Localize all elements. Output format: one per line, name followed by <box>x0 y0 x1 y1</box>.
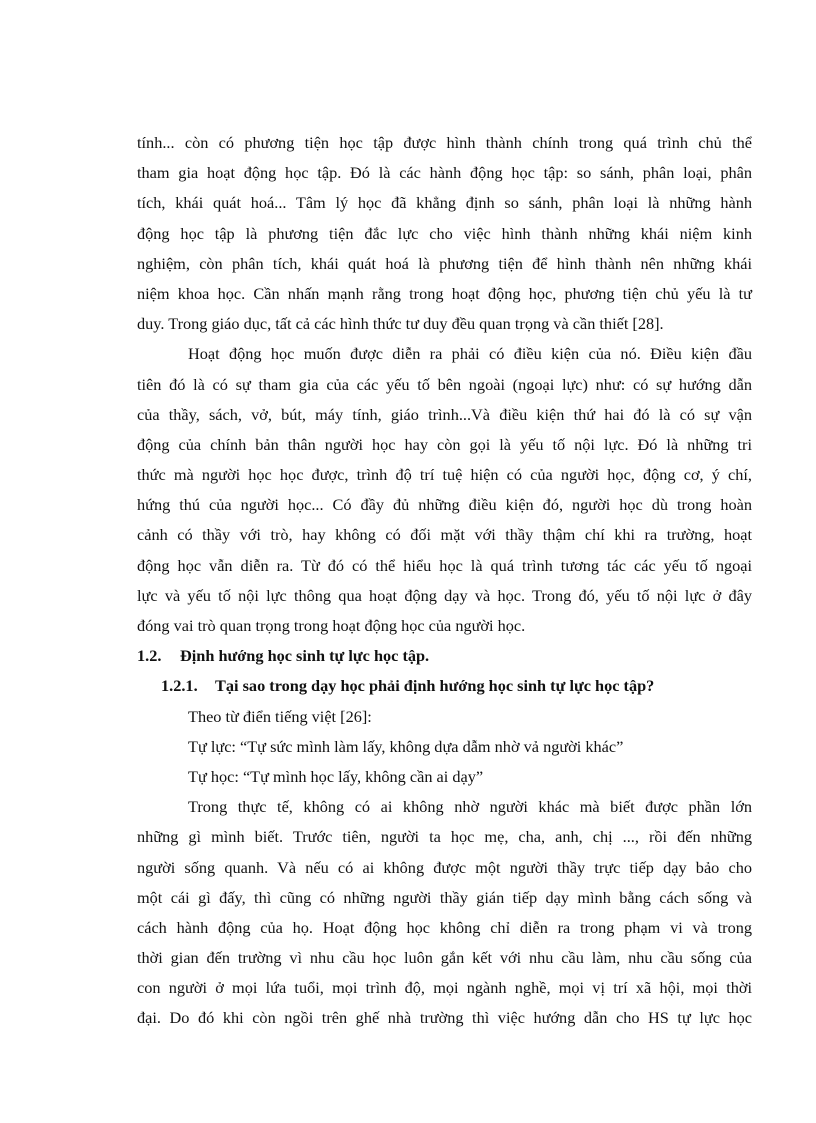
text-line: cảnh có thầy với trò, hay không có đối mặt với thầy thậm chí khi ra trường, hoạt <box>137 525 752 545</box>
text-line: động học tập là phương tiện đắc lực cho việc hình thành những khái niệm kinh <box>137 223 752 243</box>
text-line: một cái gì đấy, thì cũng có những người thầy gián tiếp dạy mình bằng cách sống và <box>137 887 752 907</box>
paragraph-2 <box>137 339 752 641</box>
text-line: duy. Trong giáo dục, tất cả các hình thức tư duy đều quan trọng và cần thiết [28]. <box>137 314 664 334</box>
paragraph-3 <box>137 792 752 1034</box>
text-line: đóng vai trò quan trọng trong hoạt động học của người học. <box>137 616 526 635</box>
text-line: của thầy, sách, vở, bút, máy tính, giáo trình...Và điều kiện thứ hai đó là có sự vận <box>137 404 752 424</box>
text-line: những gì mình biết. Trước tiên, người ta học mẹ, cha, anh, chị ..., rồi đến những <box>137 827 752 847</box>
text-line: nghiệm, còn phân tích, khái quát hoá là phương tiện để hình thành nên những khái <box>137 253 752 273</box>
text-line: Hoạt động học muốn được diễn ra phải có điều kiện của nó. Điều kiện đầu <box>188 344 752 364</box>
section-number: 1.2. <box>137 646 162 666</box>
document-page <box>137 128 752 1034</box>
text-line: thời gian đến trường vì nhu cầu học luôn gắn kết với nhu cầu làm, nhu cầu sống của <box>137 948 752 968</box>
text-line: thức mà người học học được, trình độ trí tuệ hiện có của người học, động cơ, ý chí, <box>137 465 752 485</box>
text-line: Trong thực tế, không có ai không nhờ người khác mà biết được phần lớn <box>188 797 752 817</box>
text-line: hứng thú của người học... Có đầy đủ những điều kiện đó, người học dù trong hoàn <box>137 495 752 515</box>
definition-line: Tự học: “Tự mình học lấy, không cần ai dạy” <box>188 766 484 786</box>
text-line: niệm khoa học. Cần nhấn mạnh rằng trong hoạt động học, phương tiện chủ yếu là tư <box>137 283 752 303</box>
text-line: đại. Do đó khi còn ngồi trên ghế nhà trường thì việc hướng dẫn cho HS tự lực học <box>137 1008 752 1028</box>
subsection-title: Tại sao trong dạy học phải định hướng học sinh tự lực học tập? <box>215 676 655 696</box>
definitions <box>137 702 752 793</box>
text-line: động học vẫn diễn ra. Từ đó có thể hiểu học là quá trình tương tác các yếu tố ngoại <box>137 555 752 575</box>
section-title: Định hướng học sinh tự lực học tập. <box>180 646 430 666</box>
definition-line: Tự lực: “Tự sức mình làm lấy, không dựa dẫm nhờ vả người khác” <box>188 736 624 756</box>
text-line: lực và yếu tố nội lực thông qua hoạt động dạy và học. Trong đó, yếu tố nội lực ở đây <box>137 585 752 605</box>
text-line: cách hành động của họ. Hoạt động học không chỉ diễn ra trong phạm vi và trong <box>137 917 752 937</box>
text-line: tính... còn có phương tiện học tập được hình thành chính trong quá trình chủ thể <box>137 133 752 152</box>
text-line: con người ở mọi lứa tuổi, mọi trình độ, mọi ngành nghề, mọi vị trí xã hội, mọi thời <box>137 978 752 998</box>
definition-line: Theo từ điển tiếng việt [26]: <box>188 706 372 726</box>
text-line: động của chính bản thân người học hay còn gọi là yếu tố nội lực. Đó là những tri <box>137 434 752 454</box>
subsection-number: 1.2.1. <box>161 676 198 696</box>
text-line: tích, khái quát hoá... Tâm lý học đã khẳng định so sánh, phân loại là những hành <box>137 193 752 213</box>
subsection-heading <box>137 671 752 701</box>
text-line: người sống quanh. Và nếu có ai không được một người thầy trực tiếp dạy bảo cho <box>137 857 752 877</box>
paragraph-1 <box>137 128 752 339</box>
text-line: tiên đó là có sự tham gia của các yếu tố bên ngoài (ngoại lực) như: có sự hướng dẫn <box>137 374 752 394</box>
text-line: tham gia hoạt động học tập. Đó là các hành động học tập: so sánh, phân loại, phân <box>137 163 752 183</box>
section-heading <box>137 641 752 671</box>
